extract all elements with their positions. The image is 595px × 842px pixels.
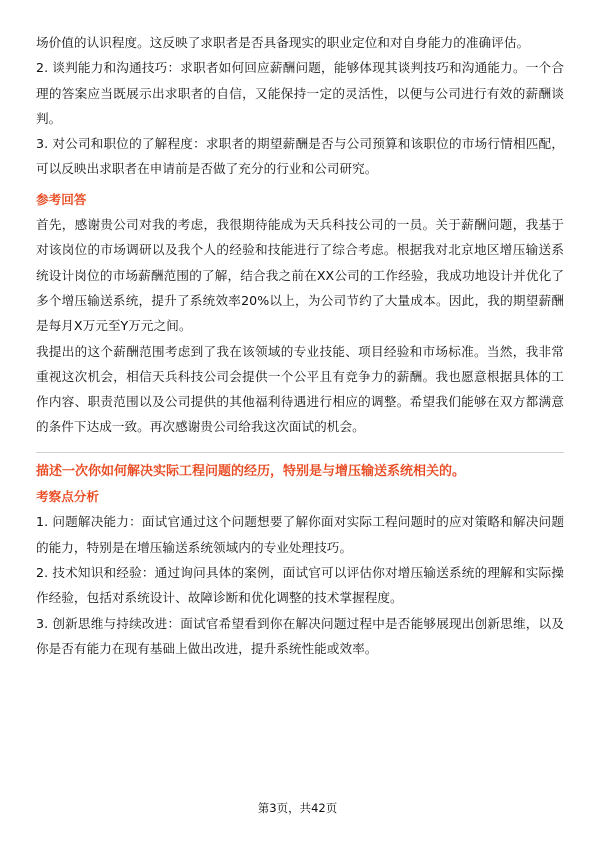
analysis-continuation: 场价值的认识程度。这反映了求职者是否具备现实的职业定位和对自身能力的准确评估。 <box>36 35 530 50</box>
page-number: 第3页，共42页 <box>257 801 338 815</box>
reference-answer-paragraph-1: 首先，感谢贵公司对我的考虑，我很期待能成为天兵科技公司的一员。关于薪酬问题，我基于对该岗位的市场调研以及我个人的经验和技能进行了综合考虑。根据我对北京地区增压输送系统设计岗位的市场薪酬范围的了解，结合我之前在XX公司的工作经验，我成功地设计并优化了多个增压输送系统，提升了系统效率20%以上，为公司节约了大量成本。因此，我的期望薪酬是每月X万元至Y万元之间。 <box>36 217 564 334</box>
question-point-3: 3. 创新思维与持续改进：面试官希望看到你在解决问题过程中是否能够展现出创新思维，以及你是否有能力在现有基础上做出改进，提升系统性能或效率。 <box>36 615 564 656</box>
reference-answer-heading: 参考回答 <box>36 191 87 207</box>
document-body <box>36 30 564 661</box>
analysis-heading: 考察点分析 <box>36 489 99 505</box>
reference-answer-paragraph-2: 我提出的这个薪酬范围考虑到了我在该领域的专业技能、项目经验和市场标准。当然，我非常重视这次机会，相信天兵科技公司会提供一个公平且有竞争力的薪酬。我也愿意根据具体的工作内容、职责范围以及公司提供的其他福利待遇进行相应的调整。希望我们能够在双方都满意的条件下达成一致。再次感谢贵公司给我这次面试的机会。 <box>36 343 564 435</box>
question-point-1: 1. 问题解决能力：面试官通过这个问题想要了解你面对实际工程问题时的应对策略和解决问题的能力，特别是在增压输送系统领域内的专业处理技巧。 <box>36 514 564 555</box>
analysis-point-3: 3. 对公司和职位的了解程度：求职者的期望薪酬是否与公司预算和该职位的市场行情相匹配，可以反映出求职者在申请前是否做了充分的行业和公司研究。 <box>36 136 564 177</box>
section-divider <box>36 452 564 453</box>
question-title: 描述一次你如何解决实际工程问题的经历，特别是与增压输送系统相关的。 <box>36 463 466 479</box>
analysis-point-2: 2. 谈判能力和沟通技巧：求职者如何回应薪酬问题，能够体现其谈判技巧和沟通能力。一个合理的答案应当既展示出求职者的自信，又能保持一定的灵活性，以便与公司进行有效的薪酬谈判。 <box>36 60 564 126</box>
question-point-2: 2. 技术知识和经验：通过询问具体的案例，面试官可以评估你对增压输送系统的理解和实际操作经验，包括对系统设计、故障诊断和优化调整的技术掌握程度。 <box>36 564 564 606</box>
